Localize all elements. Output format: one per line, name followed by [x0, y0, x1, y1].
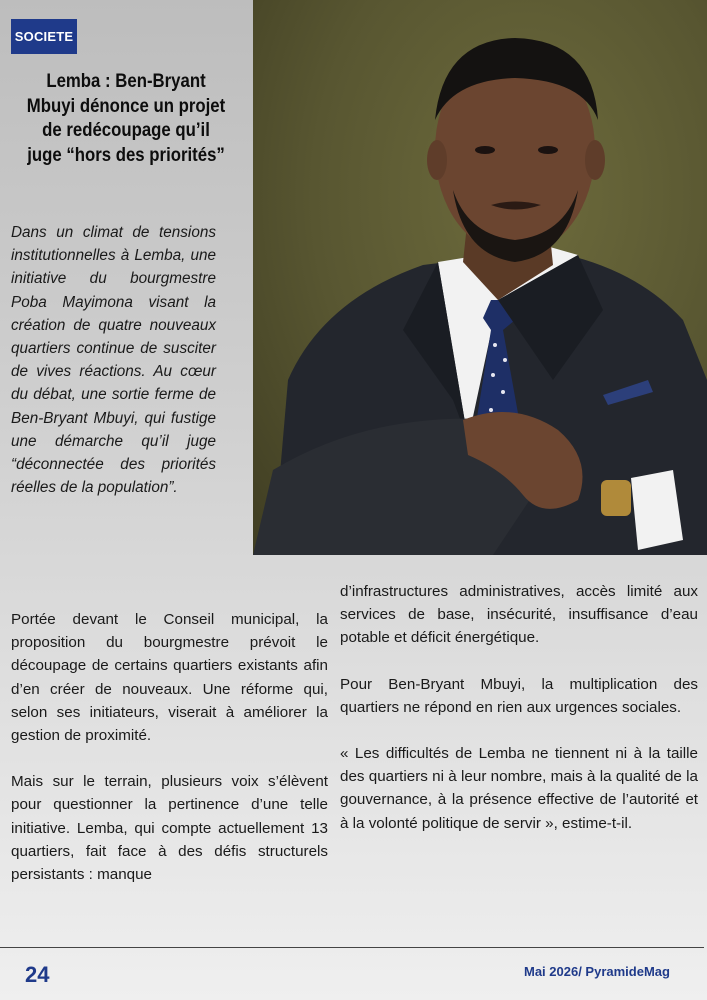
- article-headline: Lemba : Ben-Bryant Mbuyi dénonce un projet de redécoupage qu’il juge “hors des priorités”: [26, 70, 226, 166]
- footer-divider: [0, 947, 704, 948]
- page-number: 24: [25, 962, 50, 987]
- body-column-left: [11, 608, 328, 909]
- body-paragraph: « Les difficultés de Lemba ne tiennent ni à la taille des quartiers ni à leur nombre, mais à la qualité de la gouvernance, à la présence effective de l’autorité et à la volonté politique de servir », estime-t-il.: [340, 745, 698, 832]
- portrait-photo: [253, 0, 707, 555]
- article-lead: Dans un climat de tensions institutionnelles à Lemba, une initiative du bourgmestre Poba Mayimona visant la création de quatre nouveaux quartiers continue de susciter de vives réactions. Au cœur du débat, une sortie ferme de Ben-Bryant Mbuyi, qui fustige une démarche qu’il juge “déconnectée des priorités réelles de la population”.: [11, 224, 216, 497]
- body-paragraph: Mais sur le terrain, plusieurs voix s’élèvent pour questionner la pertinence d’une telle initiative. Lemba, qui compte actuellement 13 quartiers, fait face à des défis structurels persistants : manque: [11, 773, 328, 884]
- issue-label: Mai 2026/ PyramideMag: [524, 964, 670, 979]
- body-paragraph: Portée devant le Conseil municipal, la proposition du bourgmestre prévoit le découpage de certains quartiers existants afin d’en créer de nouveaux. Une réforme qui, selon ses initiateurs, viserait à améliorer la gestion de proximité.: [11, 611, 328, 745]
- portrait-illustration: [253, 0, 707, 555]
- body-paragraph: d’infrastructures administratives, accès limité aux services de base, insécurité, insuffisance d’eau potable et déficit énergétique.: [340, 583, 698, 647]
- body-column-right: [340, 580, 698, 858]
- body-paragraph: Pour Ben-Bryant Mbuyi, la multiplication des quartiers ne répond en rien aux urgences sociales.: [340, 675, 698, 716]
- section-badge: SOCIETE: [11, 19, 77, 54]
